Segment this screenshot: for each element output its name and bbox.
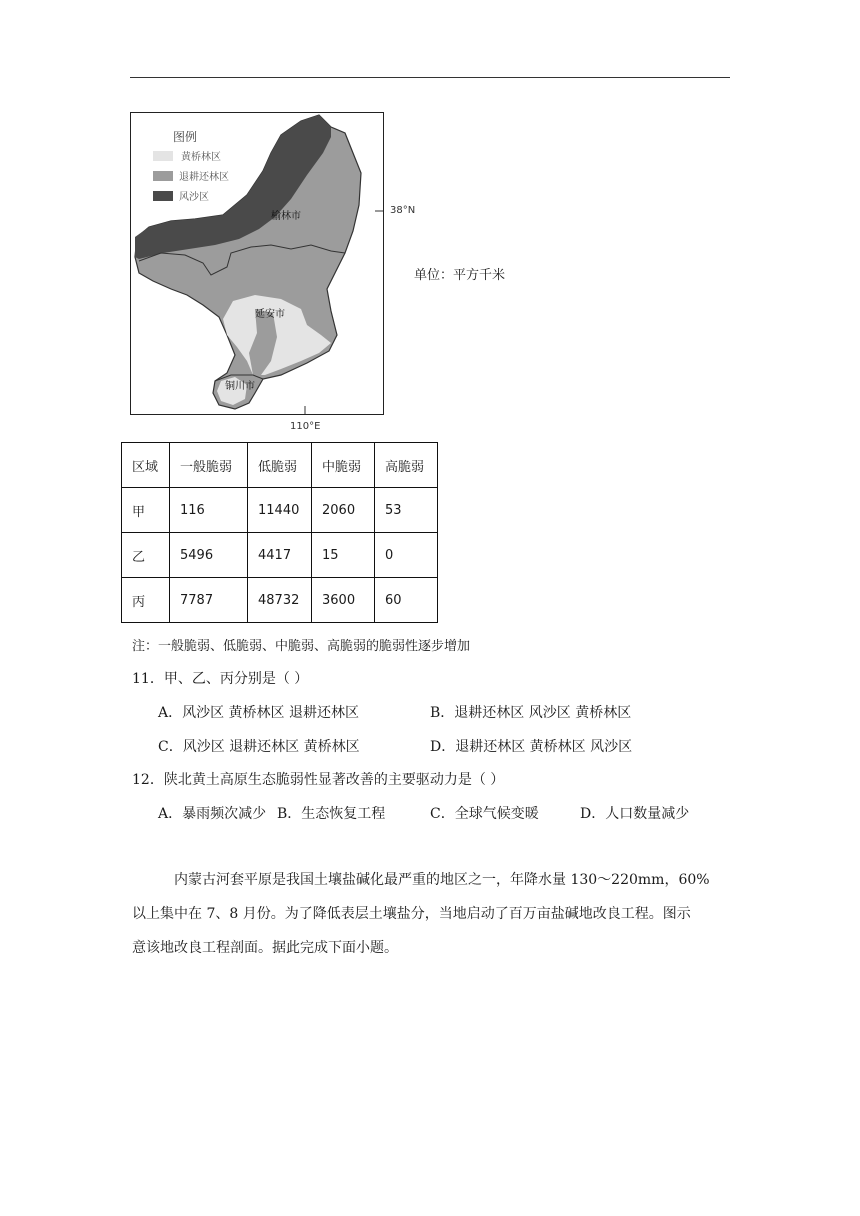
question-11-option-a[interactable]: A．风沙区 黄桥林区 退耕还林区: [158, 705, 360, 721]
legend-label-huangqiao: 黄桥林区: [181, 152, 221, 163]
longitude-label: 110°E: [290, 421, 321, 432]
table-cell: 53: [375, 488, 438, 533]
latitude-label: 38°N: [390, 205, 416, 216]
header-rule: [130, 77, 730, 78]
table-header-cell: 区域: [122, 443, 170, 488]
question-11-stem: 11．甲、乙、丙分别是（ ）: [132, 671, 309, 687]
question-11-option-b[interactable]: B．退耕还林区 风沙区 黄桥林区: [430, 705, 632, 721]
table-cell: 丙: [122, 578, 170, 623]
table-header-cell: 高脆弱: [375, 443, 438, 488]
question-12-stem: 12．陕北黄土高原生态脆弱性显著改善的主要驱动力是（ ）: [132, 772, 505, 788]
question-11-option-d[interactable]: D．退耕还林区 黄桥林区 风沙区: [430, 739, 633, 755]
table-header-row: [122, 443, 438, 488]
table-cell: 0: [375, 533, 438, 578]
legend-swatch-fengsha: [153, 191, 173, 201]
unit-label: 单位：平方千米: [414, 268, 506, 283]
legend-swatch-huangqiao: [153, 151, 173, 161]
vulnerability-table: [121, 442, 438, 623]
question-12-option-d[interactable]: D．人口数量减少: [580, 806, 690, 822]
legend-label-fengsha: 风沙区: [179, 192, 209, 203]
passage-line-1: 内蒙古河套平原是我国土壤盐碱化最严重的地区之一，年降水量 130～220mm，60%: [174, 872, 710, 888]
table-cell: 11440: [248, 488, 312, 533]
table-cell: 116: [170, 488, 248, 533]
legend-swatch-tuigeng: [153, 171, 173, 181]
table-cell: 2060: [312, 488, 375, 533]
table-row: [122, 488, 438, 533]
table-header-cell: 一般脆弱: [170, 443, 248, 488]
question-11-option-c[interactable]: C．风沙区 退耕还林区 黄桥林区: [158, 739, 360, 755]
table-cell: 48732: [248, 578, 312, 623]
city-label-yulin: 榆林市: [271, 211, 301, 222]
legend-title: 图例: [173, 130, 198, 144]
table-cell: 3600: [312, 578, 375, 623]
city-label-yanan: 延安市: [255, 309, 285, 320]
passage-line-2: 以上集中在 7、8 月份。为了降低表层土壤盐分，当地启动了百万亩盐碱地改良工程。图示: [132, 906, 691, 922]
question-12-option-c[interactable]: C．全球气候变暖: [430, 806, 539, 822]
table-cell: 60: [375, 578, 438, 623]
map-svg: [131, 113, 383, 414]
question-12-option-a[interactable]: A．暴雨频次减少: [158, 806, 267, 822]
map-figure: [130, 112, 384, 415]
table-cell: 7787: [170, 578, 248, 623]
table-note: 注：一般脆弱、低脆弱、中脆弱、高脆弱的脆弱性逐步增加: [132, 639, 471, 654]
passage-line-3: 意该地改良工程剖面。据此完成下面小题。: [132, 940, 398, 956]
table-cell: 5496: [170, 533, 248, 578]
legend-label-tuigeng: 退耕还林区: [179, 172, 229, 183]
table-cell: 乙: [122, 533, 170, 578]
table-cell: 4417: [248, 533, 312, 578]
question-12-option-b[interactable]: B．生态恢复工程: [277, 806, 386, 822]
table-row: [122, 578, 438, 623]
table-row: [122, 533, 438, 578]
table-cell: 15: [312, 533, 375, 578]
table-header-cell: 中脆弱: [312, 443, 375, 488]
table-header-cell: 低脆弱: [248, 443, 312, 488]
table-cell: 甲: [122, 488, 170, 533]
city-label-tongchuan: 铜川市: [225, 381, 255, 392]
